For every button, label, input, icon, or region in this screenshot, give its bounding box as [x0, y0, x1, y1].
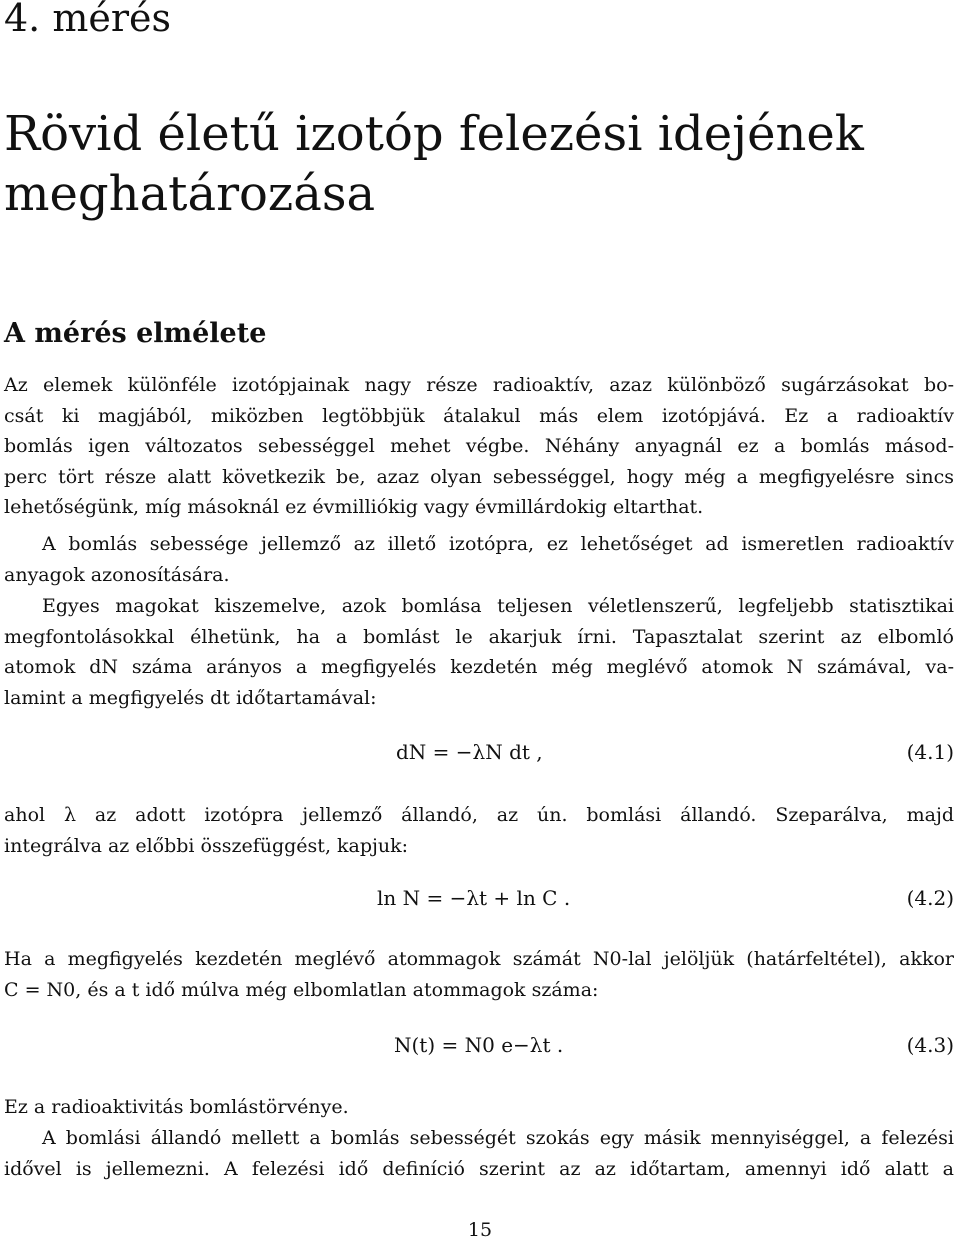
chapter-title: Rövid életű izotóp felezési idejének meghatározása	[4, 106, 864, 222]
text-line: bomlás igen változatos sebességgel mehet végbe. Néhány anyagnál ez a bomlás másod-	[4, 435, 954, 458]
equation-number: (4.1)	[906, 740, 954, 764]
text-line: lehetőségünk, míg másoknál ez évmilliókig vagy évmillárdokig eltarthat.	[4, 496, 704, 519]
text-line: integrálva az előbbi összefüggést, kapjuk:	[4, 834, 409, 857]
paragraph-half-life	[4, 1123, 954, 1184]
paragraph-rate	[4, 529, 954, 590]
text-line: lamint a megfigyelés dt időtartamával:	[4, 686, 377, 709]
text-line: Ha a megfigyelés kezdetén meglévő atommagok számát N0-lal jelöljük (határfeltétel), akkor	[4, 948, 954, 970]
equation-number: (4.2)	[906, 886, 954, 910]
text-line: C = N0, és a t idő múlva még elbomlatlan atommagok száma:	[4, 978, 599, 1001]
equation-4-3: N(t) = N0 e−λt .	[394, 1033, 564, 1057]
text-line: Ez a radioaktivitás bomlástörvénye.	[4, 1096, 349, 1118]
text-line: megfontolásokkal élhetünk, ha a bomlást le akarjuk írni. Tapasztalat szerint az elbomló	[4, 625, 954, 648]
text-line: csát ki magjából, miközben legtöbbjük átalakul más elem izotópjává. Ez a radioaktív	[4, 404, 954, 427]
text-line: ahol λ az adott izotópra jellemző állandó, az ún. bomlási állandó. Szeparálva, majd	[4, 804, 954, 826]
section-heading: A mérés elmélete	[4, 318, 267, 349]
paragraph-statistics	[4, 591, 954, 713]
equation-number: (4.3)	[906, 1033, 954, 1057]
text-line: perc tört része alatt következik be, azaz olyan sebességgel, hogy még a megfigyelésre sincs	[4, 465, 954, 488]
text-line: anyagok azonosítására.	[4, 563, 230, 586]
paragraph-decay-constant	[4, 800, 954, 861]
page-number: 15	[467, 1219, 493, 1241]
text-line: Egyes magokat kiszemelve, azok bomlása teljesen véletlenszerű, legfeljebb statisztikai	[42, 595, 954, 617]
paragraph-boundary	[4, 944, 954, 1005]
text-line: Az elemek különféle izotópjainak nagy része radioaktív, azaz különböző sugárzásokat bo-	[4, 374, 954, 396]
text-line: A bomlási állandó mellett a bomlás sebességét szokás egy másik mennyiséggel, a felezési	[42, 1127, 954, 1149]
equation-4-1: dN = −λN dt ,	[396, 740, 543, 764]
equation-4-2: ln N = −λt + ln C .	[377, 886, 571, 910]
text-line: atomok dN száma arányos a megfigyelés kezdetén még meglévő atomok N számával, va-	[4, 656, 954, 679]
text-line: A bomlás sebessége jellemző az illető izotópra, ez lehetőséget ad ismeretlen radioaktív	[42, 533, 954, 555]
text-line: idővel is jellemezni. A felezési idő definíció szerint az az időtartam, amennyi idő alatt a	[4, 1157, 954, 1180]
paragraph-intro	[4, 370, 954, 523]
paragraph-decay-law	[4, 1092, 954, 1123]
chapter-heading: 4. mérés	[4, 0, 172, 40]
